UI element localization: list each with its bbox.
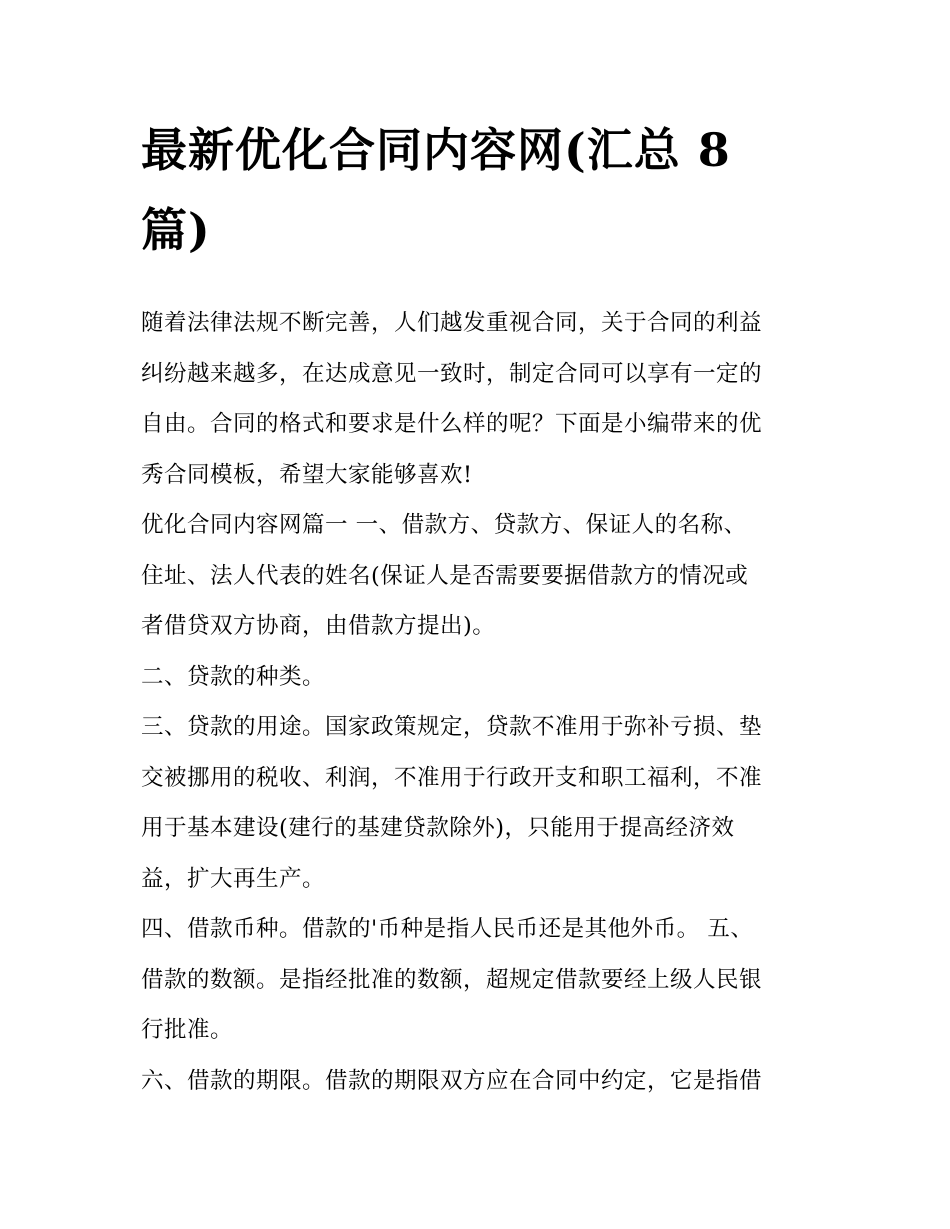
text-line: 自由。合同的格式和要求是什么样的呢？下面是小编带来的优 <box>141 411 763 437</box>
document-title <box>141 110 821 270</box>
text-line: 用于基本建设(建行的基建贷款除外)，只能用于提高经济效 <box>141 815 735 841</box>
text-line: 四、借款币种。借款的'币种是指人民币还是其他外币。 五、 <box>141 916 754 942</box>
title-line-1: 最新优化合同内容网(汇总 8 <box>141 123 731 177</box>
text-line: 随着法律法规不断完善，人们越发重视合同，关于合同的利益 <box>141 310 763 336</box>
document-body <box>141 298 821 1106</box>
text-line: 六、借款的期限。借款的期限双方应在合同中约定，它是指借 <box>141 1067 763 1094</box>
text-line: 二、贷款的种类。 <box>141 663 326 690</box>
text-line: 三、贷款的用途。国家政策规定，贷款不准用于弥补亏损、垫 <box>141 714 763 740</box>
text-line: 住址、法人代表的姓名(保证人是否需要要据借款方的情况或 <box>141 562 749 589</box>
document-page <box>141 110 821 1106</box>
text-line: 优化合同内容网篇一 一、借款方、贷款方、保证人的名称、 <box>141 512 747 538</box>
text-line: 行批准。 <box>141 1017 234 1043</box>
text-line: 益，扩大再生产。 <box>141 865 326 892</box>
text-line: 纠纷越来越多，在达成意见一致时，制定合同可以享有一定的 <box>141 360 763 387</box>
text-line: 秀合同模板，希望大家能够喜欢! <box>141 461 473 488</box>
title-line-2: 篇) <box>141 203 211 257</box>
text-line: 者借贷双方协商，由借款方提出)。 <box>141 613 496 639</box>
text-line: 借款的数额。是指经批准的数额，超规定借款要经上级人民银 <box>141 966 763 993</box>
text-line: 交被挪用的税收、利润，不准用于行政开支和职工福利，不准 <box>141 764 763 791</box>
